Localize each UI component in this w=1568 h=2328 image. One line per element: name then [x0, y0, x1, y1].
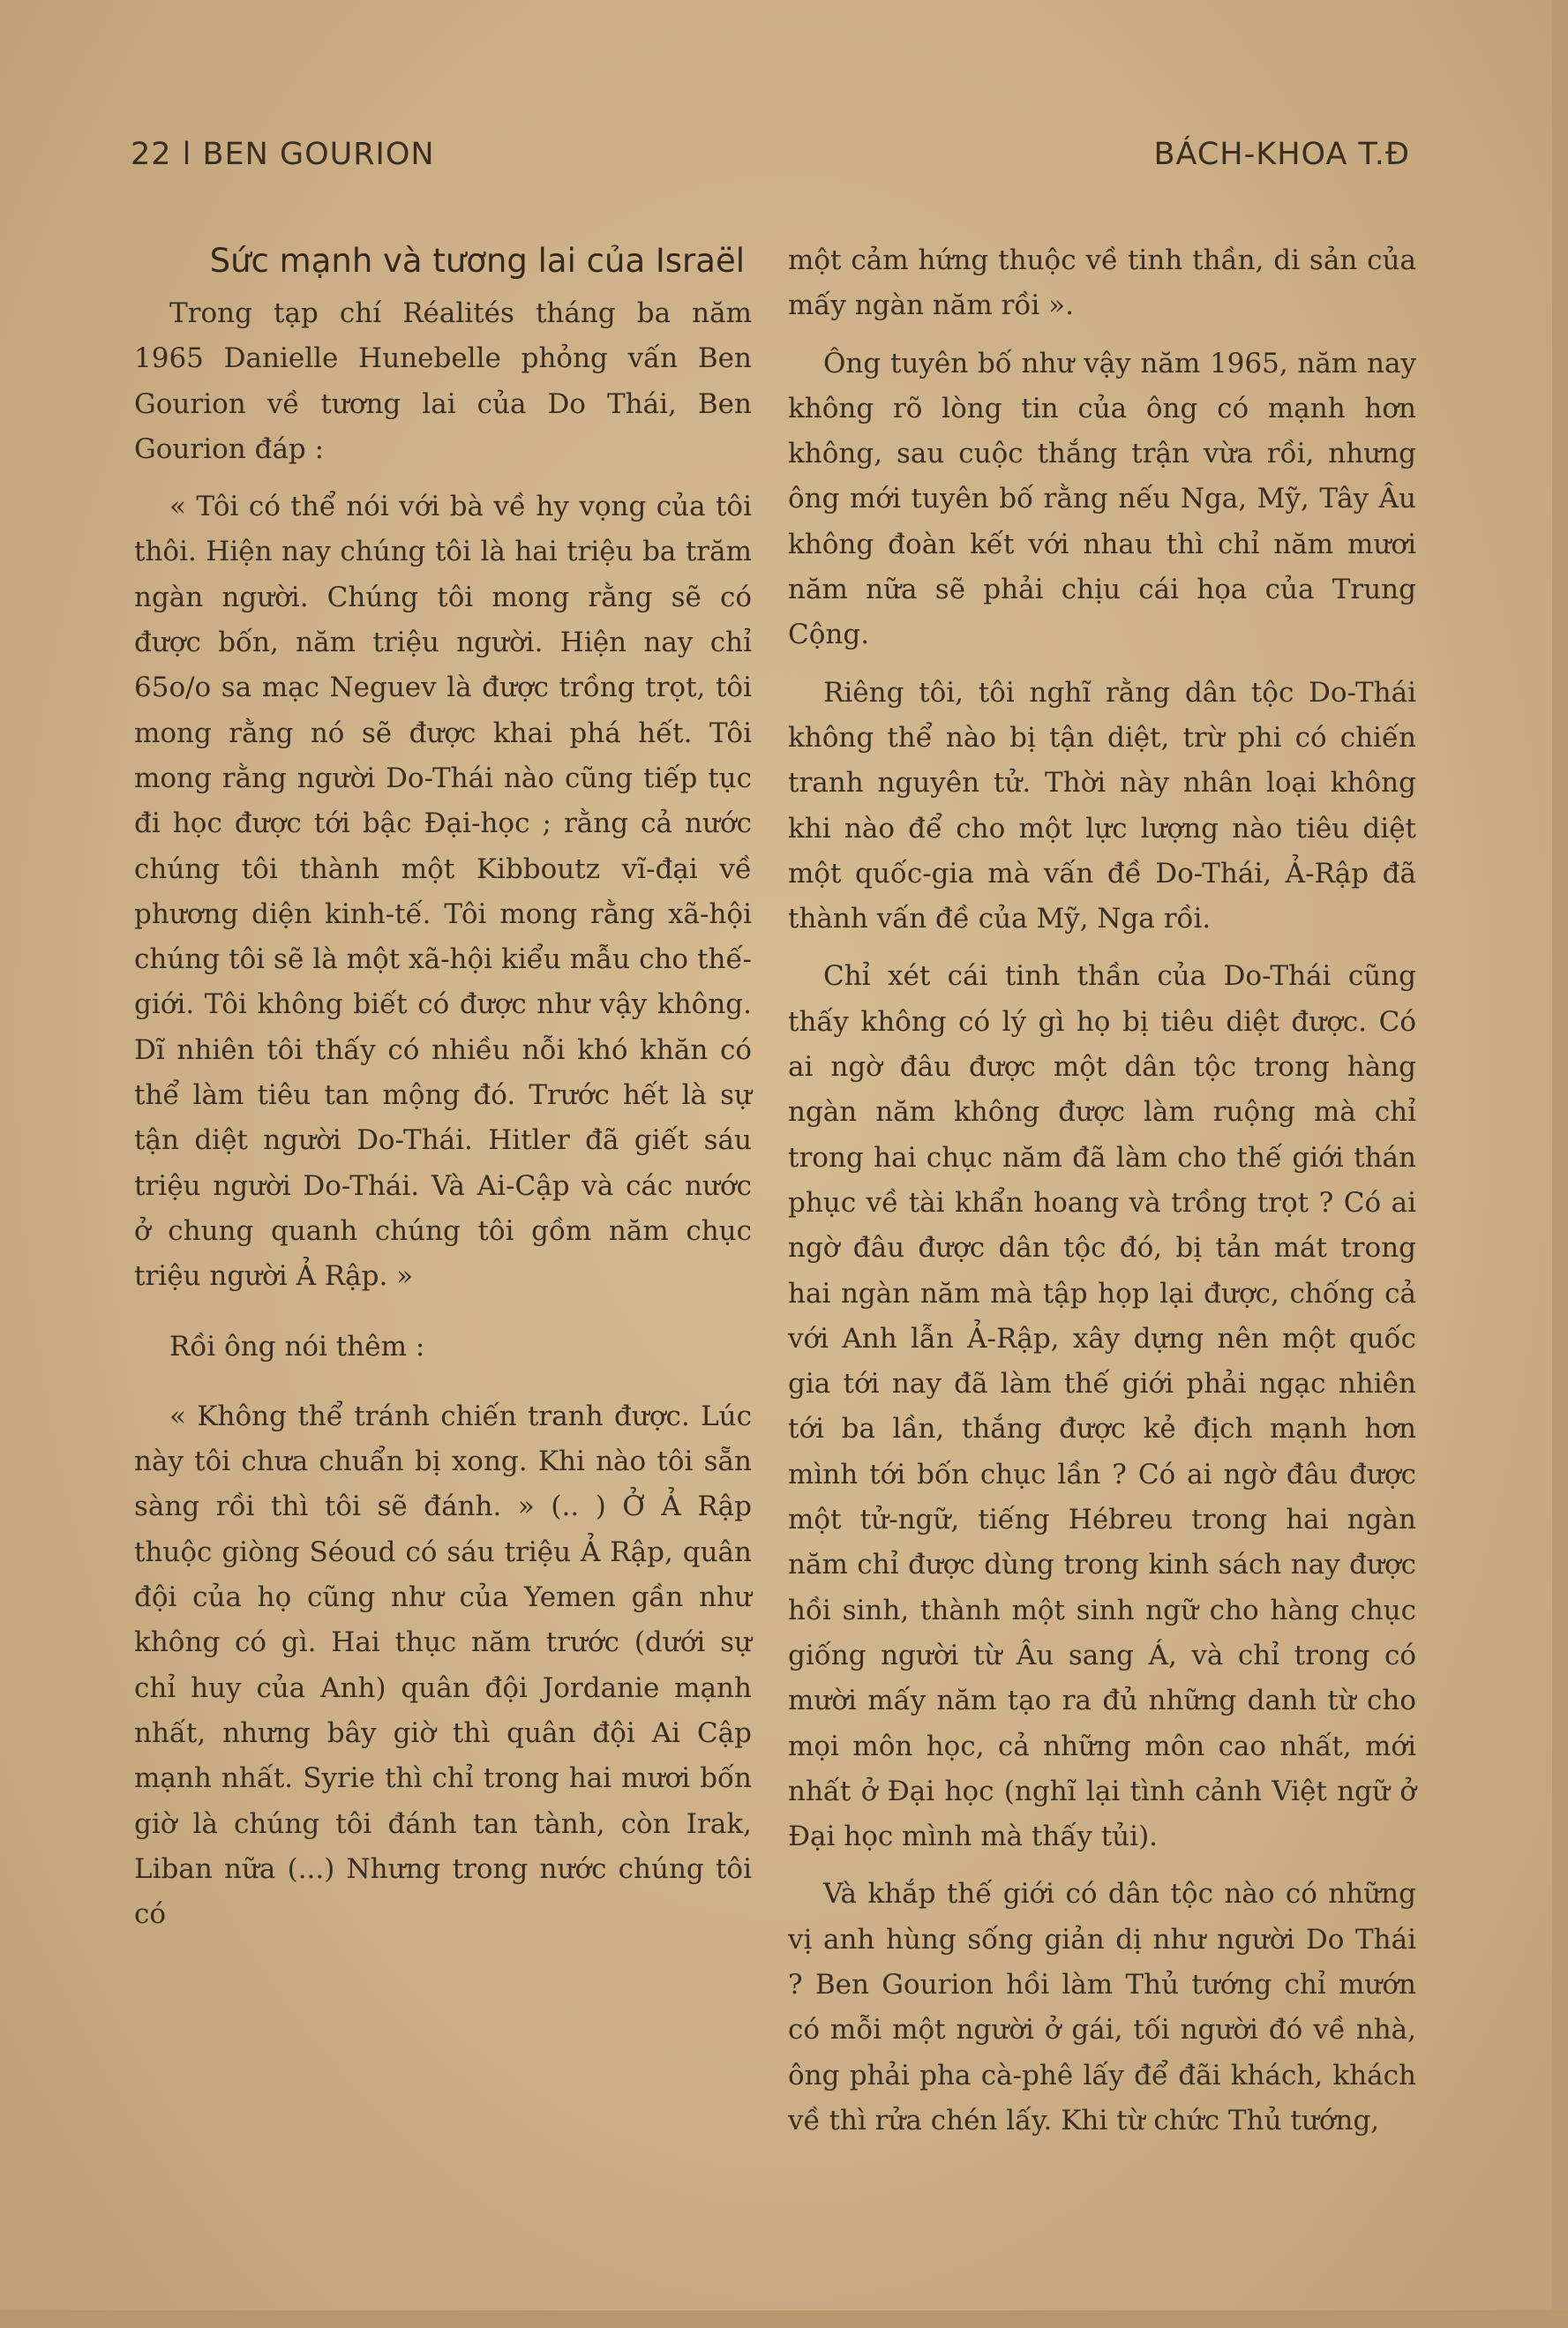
paragraph: « Không thể tránh chiến tranh được. Lúc này tôi chưa chuẩn bị xong. Khi nào tôi sẵn sàng rồi thì tôi sẽ đánh. » (.. ) Ở Ả Rập thuộc giòng Séoud có sáu triệu Ả Rập, quân đội của họ cũng như của Yemen gần như không có gì. Hai thục năm trước (dưới sự chỉ huy của Anh) quân đội Jordanie mạnh nhất, nhưng bây giờ thì quân đội Ai Cập mạnh nhất. Syrie thì chỉ trong hai mươi bốn giờ là chúng tôi đánh tan tành, còn Irak, Liban nữa (...) Nhưng trong nước chúng tôi có	[134, 1400, 752, 1931]
right-column	[788, 238, 1416, 2156]
paragraph: « Tôi có thể nói với bà về hy vọng của tôi thôi. Hiện nay chúng tôi là hai triệu ba trăm ngàn người. Chúng tôi mong rằng sẽ có được bốn, năm triệu người. Hiện nay chỉ 65o/o sa mạc Neguev là được trồng trọt, tôi mong rằng nó sẽ được khai phá hết. Tôi mong rằng người Do-Thái nào cũng tiếp tục đi học được tới bậc Đại-học ; rằng cả nước chúng tôi thành một Kibboutz vĩ-đại về phương diện kinh-tế. Tôi mong rằng xã-hội chúng tôi sẽ là một xã-hội kiểu mẫu cho thế-giới. Tôi không biết có được như vậy không. Dĩ nhiên tôi thấy có nhiều nỗi khó khăn có thể làm tiêu tan mộng đó. Trước hết là sự tận diệt người Do-Thái. Hitler đã giết sáu triệu người Do-Thái. Và Ai-Cập và các nước ở chung quanh chúng tôi gồm năm chục triệu người Ả Rập. »	[134, 491, 752, 1293]
page-bottom-edge	[0, 2310, 1568, 2328]
left-column	[134, 238, 752, 1949]
paragraph: Chỉ xét cái tinh thần của Do-Thái cũng thấy không có lý gì họ bị tiêu diệt được. Có ai ngờ đâu được một dân tộc trong hàng ngàn năm không được làm ruộng mà chỉ trong hai chục năm đã làm cho thế giới thán phục về tài khẩn hoang và trồng trọt ? Có ai ngờ đâu được dân tộc đó, bị tản mát trong hai ngàn năm mà tập họp lại được, chống cả với Anh lẫn Ả-Rập, xây dựng nên một quốc gia tới nay đã làm thế giới phải ngạc nhiên tới ba lần, thắng được kẻ địch mạnh hơn mình tới bốn chục lần ? Có ai ngờ đâu được một tử-ngữ, tiếng Hébreu trong hai ngàn năm chỉ được dùng trong kinh sách nay được hồi sinh, thành một sinh ngữ cho hàng chục giống người từ Âu sang Á, và chỉ trong có mười mấy năm tạo ra đủ những danh từ cho mọi môn học, cả những môn cao nhất, mới nhất ở Đại học (nghĩ lại tình cảnh Việt ngữ ở Đại học mình mà thấy tủi).	[788, 960, 1416, 1853]
paragraph: Trong tạp chí Réalités tháng ba năm 1965 Danielle Hunebelle phỏng vấn Ben Gourion về tương lai của Do Thái, Ben Gourion đáp :	[134, 297, 752, 465]
paragraph: một cảm hứng thuộc về tinh thần, di sản của mấy ngàn năm rồi ».	[788, 244, 1416, 322]
article-title: Sức mạnh và tương lai của Israël	[209, 242, 745, 280]
paragraph: Riêng tôi, tôi nghĩ rằng dân tộc Do-Thái không thể nào bị tận diệt, trừ phi có chiến tranh nguyên tử. Thời này nhân loại không khi nào để cho một lực lượng nào tiêu diệt một quốc-gia mà vấn đề Do-Thái, Ả-Rập đã thành vấn đề của Mỹ, Nga rồi.	[788, 676, 1416, 935]
paragraph: Ông tuyên bố như vậy năm 1965, năm nay không rõ lòng tin của ông có mạnh hơn không, sau cuộc thắng trận vừa rồi, nhưng ông mới tuyên bố rằng nếu Nga, Mỹ, Tây Âu không đoàn kết với nhau thì chỉ năm mươi năm nữa sẽ phải chịu cái họa của Trung Cộng.	[788, 347, 1416, 651]
page-edge-shadow	[1552, 0, 1568, 2328]
page-number-author: 22 l BEN GOURION	[131, 137, 435, 172]
paragraph: Và khắp thế giới có dân tộc nào có những vị anh hùng sống giản dị như người Do Thái ? Ben Gourion hồi làm Thủ tướng chỉ mướn có mỗi một người ở gái, tối người đó về nhà, ông phải pha cà-phê lấy để đãi khách, khách về thì rửa chén lấy. Khi từ chức Thủ tướng,	[788, 1878, 1416, 2137]
running-header	[131, 137, 1410, 181]
paragraph: Rồi ông nói thêm :	[169, 1330, 425, 1363]
publication-name: BÁCH-KHOA T.Đ	[1153, 137, 1410, 172]
